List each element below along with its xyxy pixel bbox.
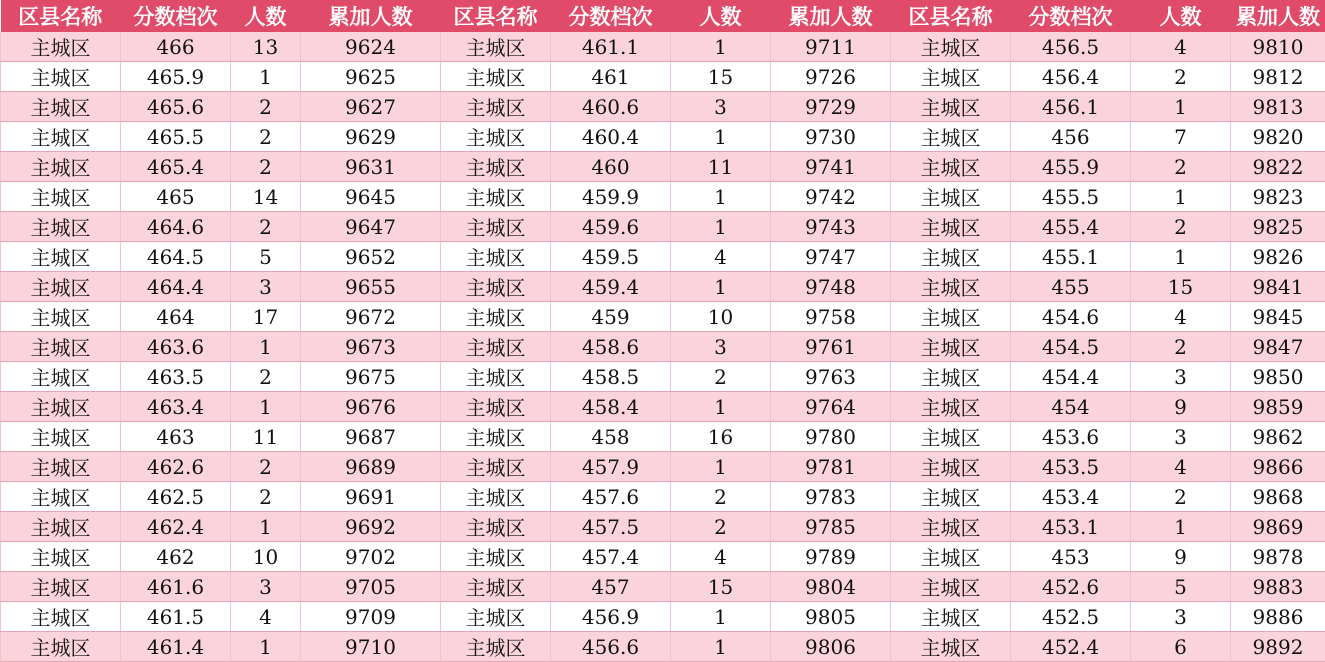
header-cumulative-count-1: 累加人数 [301, 0, 441, 32]
cell-count: 9 [1131, 392, 1231, 422]
cell-count: 11 [671, 152, 771, 182]
cell-count: 1 [671, 392, 771, 422]
cell-score-level: 461.1 [551, 32, 671, 62]
cell-score-level: 452.5 [1011, 602, 1131, 632]
cell-score-level: 456.6 [551, 632, 671, 662]
cell-district-name: 主城区 [441, 452, 551, 482]
cell-cumulative-count: 9804 [771, 572, 891, 602]
cell-count: 2 [231, 362, 301, 392]
header-count-1: 人数 [231, 0, 301, 32]
cell-cumulative-count: 9647 [301, 212, 441, 242]
cell-score-level: 455.1 [1011, 242, 1131, 272]
cell-score-level: 458.4 [551, 392, 671, 422]
cell-cumulative-count: 9627 [301, 92, 441, 122]
cell-district-name: 主城区 [1, 62, 121, 92]
header-count-2: 人数 [671, 0, 771, 32]
cell-count: 2 [1131, 212, 1231, 242]
cell-count: 1 [671, 452, 771, 482]
cell-count: 2 [671, 482, 771, 512]
cell-count: 1 [671, 182, 771, 212]
table-row [1, 632, 1325, 662]
cell-cumulative-count: 9763 [771, 362, 891, 392]
cell-score-level: 460.4 [551, 122, 671, 152]
table-row [1, 452, 1325, 482]
cell-district-name: 主城区 [441, 32, 551, 62]
cell-score-level: 453.6 [1011, 422, 1131, 452]
cell-score-level: 460 [551, 152, 671, 182]
cell-count: 2 [231, 452, 301, 482]
cell-score-level: 454.5 [1011, 332, 1131, 362]
table-row [1, 602, 1325, 632]
header-district-name-1: 区县名称 [1, 0, 121, 32]
cell-district-name: 主城区 [1, 272, 121, 302]
cell-district-name: 主城区 [891, 362, 1011, 392]
cell-score-level: 465.5 [121, 122, 231, 152]
cell-score-level: 465.6 [121, 92, 231, 122]
cell-score-level: 456.4 [1011, 62, 1131, 92]
cell-cumulative-count: 9812 [1231, 62, 1325, 92]
cell-count: 9 [1131, 542, 1231, 572]
cell-district-name: 主城区 [441, 302, 551, 332]
cell-score-level: 453.1 [1011, 512, 1131, 542]
cell-district-name: 主城区 [441, 512, 551, 542]
cell-count: 4 [671, 542, 771, 572]
cell-score-level: 459.9 [551, 182, 671, 212]
cell-count: 15 [671, 572, 771, 602]
cell-cumulative-count: 9869 [1231, 512, 1325, 542]
cell-cumulative-count: 9711 [771, 32, 891, 62]
cell-score-level: 463 [121, 422, 231, 452]
cell-district-name: 主城区 [891, 452, 1011, 482]
cell-score-level: 454.4 [1011, 362, 1131, 392]
cell-count: 1 [671, 32, 771, 62]
cell-count: 1 [1131, 182, 1231, 212]
table-row [1, 542, 1325, 572]
cell-district-name: 主城区 [891, 512, 1011, 542]
table-row [1, 512, 1325, 542]
cell-score-level: 464 [121, 302, 231, 332]
cell-count: 2 [1131, 152, 1231, 182]
cell-score-level: 457.9 [551, 452, 671, 482]
cell-count: 13 [231, 32, 301, 62]
cell-cumulative-count: 9629 [301, 122, 441, 152]
cell-district-name: 主城区 [1, 332, 121, 362]
cell-score-level: 461.5 [121, 602, 231, 632]
cell-score-level: 457.5 [551, 512, 671, 542]
cell-district-name: 主城区 [891, 572, 1011, 602]
cell-cumulative-count: 9823 [1231, 182, 1325, 212]
cell-score-level: 458.5 [551, 362, 671, 392]
cell-district-name: 主城区 [891, 242, 1011, 272]
cell-cumulative-count: 9676 [301, 392, 441, 422]
cell-score-level: 453.4 [1011, 482, 1131, 512]
cell-cumulative-count: 9886 [1231, 602, 1325, 632]
cell-cumulative-count: 9780 [771, 422, 891, 452]
header-district-name-2: 区县名称 [441, 0, 551, 32]
cell-score-level: 459.4 [551, 272, 671, 302]
cell-score-level: 465.9 [121, 62, 231, 92]
cell-district-name: 主城区 [1, 392, 121, 422]
cell-count: 1 [671, 602, 771, 632]
table-row [1, 272, 1325, 302]
cell-district-name: 主城区 [441, 242, 551, 272]
cell-cumulative-count: 9883 [1231, 572, 1325, 602]
table-row [1, 572, 1325, 602]
cell-district-name: 主城区 [1, 182, 121, 212]
cell-score-level: 452.6 [1011, 572, 1131, 602]
cell-count: 2 [231, 122, 301, 152]
cell-district-name: 主城区 [441, 632, 551, 662]
table-row [1, 482, 1325, 512]
cell-cumulative-count: 9705 [301, 572, 441, 602]
table-row [1, 332, 1325, 362]
cell-count: 16 [671, 422, 771, 452]
cell-district-name: 主城区 [441, 392, 551, 422]
cell-count: 3 [231, 572, 301, 602]
cell-district-name: 主城区 [441, 122, 551, 152]
cell-score-level: 455.4 [1011, 212, 1131, 242]
table-row [1, 92, 1325, 122]
cell-district-name: 主城区 [891, 152, 1011, 182]
cell-score-level: 458 [551, 422, 671, 452]
cell-count: 1 [1131, 512, 1231, 542]
cell-score-level: 464.4 [121, 272, 231, 302]
cell-score-level: 453 [1011, 542, 1131, 572]
cell-cumulative-count: 9675 [301, 362, 441, 392]
cell-count: 6 [1131, 632, 1231, 662]
cell-district-name: 主城区 [891, 392, 1011, 422]
cell-count: 15 [671, 62, 771, 92]
cell-count: 1 [1131, 92, 1231, 122]
cell-cumulative-count: 9868 [1231, 482, 1325, 512]
cell-count: 3 [1131, 602, 1231, 632]
cell-count: 3 [231, 272, 301, 302]
cell-count: 2 [1131, 332, 1231, 362]
cell-score-level: 459.6 [551, 212, 671, 242]
cell-cumulative-count: 9672 [301, 302, 441, 332]
table-header [1, 0, 1325, 32]
cell-cumulative-count: 9850 [1231, 362, 1325, 392]
cell-count: 3 [671, 332, 771, 362]
cell-score-level: 456.1 [1011, 92, 1131, 122]
cell-score-level: 462.5 [121, 482, 231, 512]
cell-cumulative-count: 9748 [771, 272, 891, 302]
cell-district-name: 主城区 [441, 362, 551, 392]
cell-district-name: 主城区 [1, 122, 121, 152]
cell-cumulative-count: 9825 [1231, 212, 1325, 242]
cell-district-name: 主城区 [441, 542, 551, 572]
cell-district-name: 主城区 [1, 602, 121, 632]
cell-score-level: 460.6 [551, 92, 671, 122]
cell-count: 14 [231, 182, 301, 212]
cell-district-name: 主城区 [891, 422, 1011, 452]
table-row [1, 392, 1325, 422]
cell-cumulative-count: 9730 [771, 122, 891, 152]
cell-cumulative-count: 9810 [1231, 32, 1325, 62]
cell-count: 1 [671, 122, 771, 152]
table-body [1, 32, 1325, 662]
cell-score-level: 462 [121, 542, 231, 572]
cell-cumulative-count: 9624 [301, 32, 441, 62]
cell-score-level: 457.4 [551, 542, 671, 572]
cell-count: 11 [231, 422, 301, 452]
cell-district-name: 主城区 [891, 482, 1011, 512]
cell-district-name: 主城区 [441, 212, 551, 242]
cell-district-name: 主城区 [891, 602, 1011, 632]
cell-district-name: 主城区 [891, 272, 1011, 302]
cell-district-name: 主城区 [441, 482, 551, 512]
header-score-level-1: 分数档次 [121, 0, 231, 32]
cell-district-name: 主城区 [1, 542, 121, 572]
cell-cumulative-count: 9789 [771, 542, 891, 572]
cell-district-name: 主城区 [1, 512, 121, 542]
cell-score-level: 462.6 [121, 452, 231, 482]
cell-count: 4 [671, 242, 771, 272]
cell-cumulative-count: 9747 [771, 242, 891, 272]
cell-cumulative-count: 9847 [1231, 332, 1325, 362]
cell-count: 3 [1131, 362, 1231, 392]
cell-score-level: 454.6 [1011, 302, 1131, 332]
cell-score-level: 455 [1011, 272, 1131, 302]
cell-cumulative-count: 9729 [771, 92, 891, 122]
cell-district-name: 主城区 [891, 542, 1011, 572]
cell-district-name: 主城区 [1, 92, 121, 122]
cell-district-name: 主城区 [1, 212, 121, 242]
cell-cumulative-count: 9781 [771, 452, 891, 482]
cell-count: 3 [671, 92, 771, 122]
cell-cumulative-count: 9726 [771, 62, 891, 92]
cell-count: 2 [671, 362, 771, 392]
cell-score-level: 461.4 [121, 632, 231, 662]
cell-district-name: 主城区 [891, 212, 1011, 242]
cell-score-level: 461 [551, 62, 671, 92]
cell-district-name: 主城区 [1, 572, 121, 602]
cell-cumulative-count: 9743 [771, 212, 891, 242]
cell-cumulative-count: 9878 [1231, 542, 1325, 572]
cell-cumulative-count: 9845 [1231, 302, 1325, 332]
cell-count: 1 [231, 392, 301, 422]
cell-cumulative-count: 9710 [301, 632, 441, 662]
cell-score-level: 464.6 [121, 212, 231, 242]
cell-cumulative-count: 9826 [1231, 242, 1325, 272]
cell-district-name: 主城区 [441, 182, 551, 212]
cell-cumulative-count: 9806 [771, 632, 891, 662]
cell-score-level: 458.6 [551, 332, 671, 362]
cell-district-name: 主城区 [1, 152, 121, 182]
table-row [1, 122, 1325, 152]
cell-score-level: 456 [1011, 122, 1131, 152]
cell-score-level: 452.4 [1011, 632, 1131, 662]
cell-district-name: 主城区 [1, 362, 121, 392]
cell-cumulative-count: 9709 [301, 602, 441, 632]
table-row [1, 422, 1325, 452]
cell-score-level: 463.6 [121, 332, 231, 362]
cell-cumulative-count: 9625 [301, 62, 441, 92]
cell-cumulative-count: 9741 [771, 152, 891, 182]
cell-count: 2 [231, 92, 301, 122]
cell-count: 1 [231, 62, 301, 92]
cell-count: 2 [231, 152, 301, 182]
cell-count: 2 [1131, 62, 1231, 92]
header-score-level-2: 分数档次 [551, 0, 671, 32]
cell-cumulative-count: 9783 [771, 482, 891, 512]
header-score-level-3: 分数档次 [1011, 0, 1131, 32]
cell-score-level: 464.5 [121, 242, 231, 272]
cell-count: 5 [1131, 572, 1231, 602]
cell-score-level: 461.6 [121, 572, 231, 602]
cell-district-name: 主城区 [1, 632, 121, 662]
cell-district-name: 主城区 [1, 482, 121, 512]
cell-score-level: 466 [121, 32, 231, 62]
cell-district-name: 主城区 [891, 182, 1011, 212]
cell-count: 1 [231, 512, 301, 542]
header-cumulative-count-2: 累加人数 [771, 0, 891, 32]
cell-district-name: 主城区 [1, 452, 121, 482]
cell-district-name: 主城区 [891, 62, 1011, 92]
cell-cumulative-count: 9687 [301, 422, 441, 452]
table-row [1, 212, 1325, 242]
cell-count: 2 [1131, 482, 1231, 512]
cell-count: 7 [1131, 122, 1231, 152]
cell-district-name: 主城区 [891, 122, 1011, 152]
cell-cumulative-count: 9841 [1231, 272, 1325, 302]
cell-count: 4 [1131, 452, 1231, 482]
cell-cumulative-count: 9892 [1231, 632, 1325, 662]
cell-count: 17 [231, 302, 301, 332]
cell-district-name: 主城区 [441, 272, 551, 302]
cell-score-level: 456.9 [551, 602, 671, 632]
cell-count: 5 [231, 242, 301, 272]
cell-count: 1 [671, 212, 771, 242]
cell-district-name: 主城区 [441, 92, 551, 122]
cell-count: 4 [231, 602, 301, 632]
header-district-name-3: 区县名称 [891, 0, 1011, 32]
cell-count: 4 [1131, 302, 1231, 332]
cell-score-level: 454 [1011, 392, 1131, 422]
cell-cumulative-count: 9758 [771, 302, 891, 332]
cell-cumulative-count: 9866 [1231, 452, 1325, 482]
cell-count: 1 [671, 272, 771, 302]
cell-count: 4 [1131, 32, 1231, 62]
cell-score-level: 457.6 [551, 482, 671, 512]
cell-district-name: 主城区 [891, 332, 1011, 362]
cell-district-name: 主城区 [891, 92, 1011, 122]
cell-cumulative-count: 9859 [1231, 392, 1325, 422]
cell-cumulative-count: 9742 [771, 182, 891, 212]
cell-cumulative-count: 9761 [771, 332, 891, 362]
cell-cumulative-count: 9631 [301, 152, 441, 182]
cell-district-name: 主城区 [441, 602, 551, 632]
cell-district-name: 主城区 [891, 32, 1011, 62]
cell-cumulative-count: 9645 [301, 182, 441, 212]
cell-score-level: 459 [551, 302, 671, 332]
cell-score-level: 456.5 [1011, 32, 1131, 62]
table-row [1, 302, 1325, 332]
cell-count: 1 [231, 332, 301, 362]
cell-count: 1 [231, 632, 301, 662]
cell-district-name: 主城区 [1, 242, 121, 272]
header-count-3: 人数 [1131, 0, 1231, 32]
cell-score-level: 463.4 [121, 392, 231, 422]
cell-cumulative-count: 9862 [1231, 422, 1325, 452]
cell-cumulative-count: 9673 [301, 332, 441, 362]
cell-cumulative-count: 9813 [1231, 92, 1325, 122]
cell-count: 1 [1131, 242, 1231, 272]
cell-cumulative-count: 9689 [301, 452, 441, 482]
table-row [1, 242, 1325, 272]
cell-district-name: 主城区 [441, 62, 551, 92]
cell-score-level: 457 [551, 572, 671, 602]
cell-count: 2 [671, 512, 771, 542]
cell-cumulative-count: 9655 [301, 272, 441, 302]
cell-district-name: 主城区 [441, 332, 551, 362]
cell-cumulative-count: 9822 [1231, 152, 1325, 182]
cell-cumulative-count: 9764 [771, 392, 891, 422]
table-row [1, 182, 1325, 212]
cell-count: 10 [671, 302, 771, 332]
table-row [1, 62, 1325, 92]
cell-count: 3 [1131, 422, 1231, 452]
cell-score-level: 465 [121, 182, 231, 212]
cell-cumulative-count: 9820 [1231, 122, 1325, 152]
cell-count: 2 [231, 482, 301, 512]
cell-score-level: 453.5 [1011, 452, 1131, 482]
cell-cumulative-count: 9692 [301, 512, 441, 542]
cell-count: 10 [231, 542, 301, 572]
cell-score-level: 455.5 [1011, 182, 1131, 212]
cell-cumulative-count: 9805 [771, 602, 891, 632]
cell-cumulative-count: 9785 [771, 512, 891, 542]
cell-district-name: 主城区 [441, 152, 551, 182]
cell-cumulative-count: 9691 [301, 482, 441, 512]
cell-district-name: 主城区 [441, 422, 551, 452]
table-row [1, 362, 1325, 392]
cell-cumulative-count: 9652 [301, 242, 441, 272]
cell-district-name: 主城区 [1, 302, 121, 332]
cell-score-level: 455.9 [1011, 152, 1131, 182]
cell-cumulative-count: 9702 [301, 542, 441, 572]
cell-score-level: 465.4 [121, 152, 231, 182]
cell-score-level: 463.5 [121, 362, 231, 392]
cell-district-name: 主城区 [1, 32, 121, 62]
header-cumulative-count-3: 累加人数 [1231, 0, 1325, 32]
table-row [1, 152, 1325, 182]
cell-district-name: 主城区 [891, 302, 1011, 332]
cell-district-name: 主城区 [441, 572, 551, 602]
cell-district-name: 主城区 [1, 422, 121, 452]
cell-score-level: 462.4 [121, 512, 231, 542]
cell-count: 1 [671, 632, 771, 662]
cell-district-name: 主城区 [891, 632, 1011, 662]
cell-count: 15 [1131, 272, 1231, 302]
table-row [1, 32, 1325, 62]
header-row [1, 0, 1325, 32]
cell-score-level: 459.5 [551, 242, 671, 272]
cell-count: 2 [231, 212, 301, 242]
